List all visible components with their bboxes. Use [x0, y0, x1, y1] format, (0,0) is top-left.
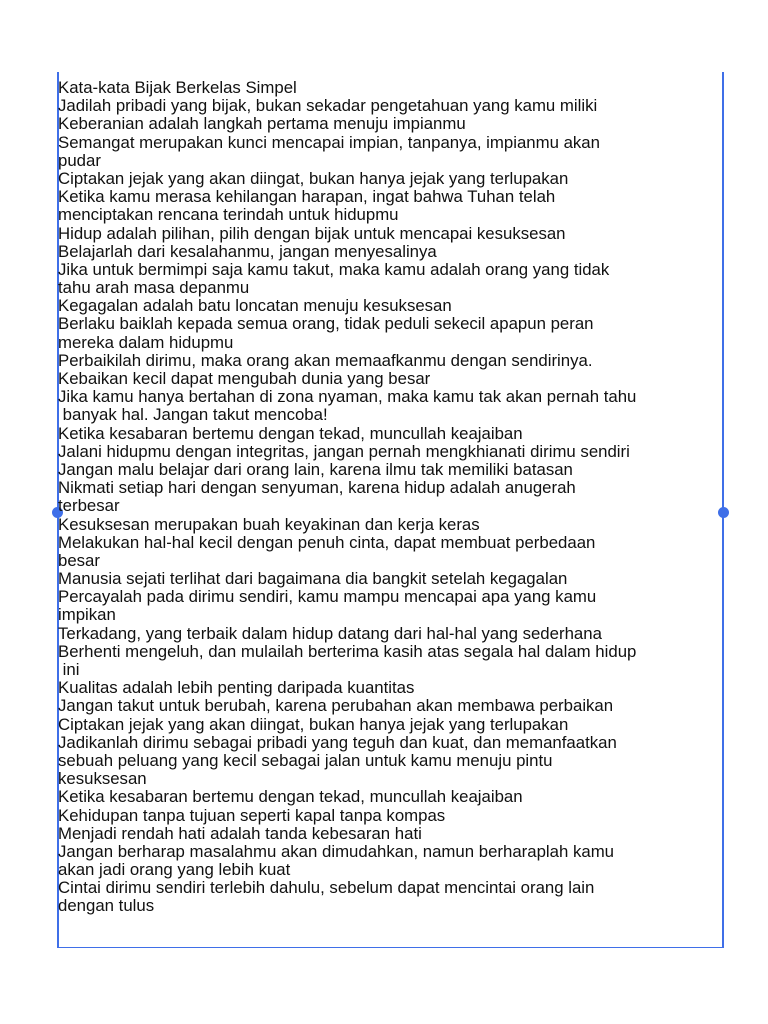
- text-line: Berhenti mengeluh, dan mulailah berterima kasih atas segala hal dalam hidup: [58, 641, 637, 661]
- text-line: mereka dalam hidupmu: [58, 332, 234, 352]
- text-line: Jangan takut untuk berubah, karena perubahan akan membawa perbaikan: [58, 696, 614, 716]
- text-line: Jangan berharap masalahmu akan dimudahkan, namun berharaplah kamu: [58, 841, 615, 861]
- text-line: Ketika kesabaran bertemu dengan tekad, muncullah keajaiban: [58, 787, 523, 807]
- text-line: Manusia sejati terlihat dari bagaimana dia bangkit setelah kegagalan: [58, 569, 568, 589]
- text-line: pudar: [58, 150, 101, 170]
- text-line: Terkadang, yang terbaik dalam hidup datang dari hal-hal yang sederhana: [58, 623, 602, 643]
- text-line: Ciptakan jejak yang akan diingat, bukan hanya jejak yang terlupakan: [58, 714, 569, 734]
- text-line: Berlaku baiklah kepada semua orang, tidak peduli sekecil apapun peran: [58, 314, 594, 334]
- text-line: Ketika kamu merasa kehilangan harapan, ingat bahwa Tuhan telah: [58, 187, 556, 207]
- text-line: Jika kamu hanya bertahan di zona nyaman, maka kamu tak akan pernah tahu: [58, 387, 637, 407]
- text-line: Keberanian adalah langkah pertama menuju impianmu: [58, 114, 466, 134]
- text-line: Melakukan hal-hal kecil dengan penuh cinta, dapat membuat perbedaan: [58, 532, 596, 552]
- text-line: Cintai dirimu sendiri terlebih dahulu, sebelum dapat mencintai orang lain: [58, 878, 595, 898]
- text-line: Kata-kata Bijak Berkelas Simpel: [58, 78, 297, 97]
- text-line: Jadilah pribadi yang bijak, bukan sekadar pengetahuan yang kamu miliki: [58, 96, 598, 116]
- text-line: dengan tulus: [58, 896, 155, 916]
- text-line: terbesar: [58, 496, 120, 516]
- text-line: Jadikanlah dirimu sebagai pribadi yang teguh dan kuat, dan memanfaatkan: [58, 732, 617, 752]
- text-line: Jalani hidupmu dengan integritas, jangan pernah mengkhianati dirimu sendiri: [58, 441, 630, 461]
- text-line: ini: [58, 660, 80, 679]
- text-line: Hidup adalah pilihan, pilih dengan bijak untuk mencapai kesuksesan: [58, 223, 566, 243]
- text-line: Jika untuk bermimpi saja kamu takut, maka kamu adalah orang yang tidak: [58, 259, 610, 279]
- text-line: besar: [58, 550, 100, 570]
- text-line: Perbaikilah dirimu, maka orang akan memaafkanmu dengan sendirinya.: [58, 350, 593, 370]
- text-line: sebuah peluang yang kecil sebagai jalan untuk kamu menuju pintu: [58, 750, 553, 770]
- text-line: Jangan malu belajar dari orang lain, karena ilmu tak memiliki batasan: [58, 459, 573, 479]
- text-line: Semangat merupakan kunci mencapai impian, tanpanya, impianmu akan: [58, 132, 600, 152]
- text-line: Kesuksesan merupakan buah keyakinan dan kerja keras: [58, 514, 480, 534]
- text-line: Ketika kesabaran bertemu dengan tekad, muncullah keajaiban: [58, 423, 523, 443]
- text-line: Percayalah pada dirimu sendiri, kamu mampu mencapai apa yang kamu: [58, 587, 597, 607]
- text-line: Belajarlah dari kesalahanmu, jangan menyesalinya: [58, 241, 437, 261]
- text-line: Menjadi rendah hati adalah tanda kebesaran hati: [58, 823, 422, 843]
- text-line: tahu arah masa depanmu: [58, 278, 250, 298]
- text-line: impikan: [58, 605, 116, 625]
- text-line: Kebaikan kecil dapat mengubah dunia yang besar: [58, 369, 431, 388]
- text-line: Nikmati setiap hari dengan senyuman, karena hidup adalah anugerah: [58, 478, 576, 498]
- text-line: Kegagalan adalah batu loncatan menuju kesuksesan: [58, 296, 452, 316]
- document-text[interactable]: [58, 79, 726, 916]
- text-box-bottom-border: [57, 947, 724, 948]
- text-line: Kehidupan tanpa tujuan seperti kapal tanpa kompas: [58, 805, 446, 825]
- text-line: Kualitas adalah lebih penting daripada kuantitas: [58, 678, 415, 698]
- selected-text-box[interactable]: [57, 72, 724, 948]
- text-line: kesuksesan: [58, 769, 147, 789]
- text-line: menciptakan rencana terindah untuk hidupmu: [58, 205, 399, 225]
- text-line: banyak hal. Jangan takut mencoba!: [58, 405, 328, 425]
- text-line: akan jadi orang yang lebih kuat: [58, 860, 291, 880]
- text-line: Ciptakan jejak yang akan diingat, bukan hanya jejak yang terlupakan: [58, 168, 569, 188]
